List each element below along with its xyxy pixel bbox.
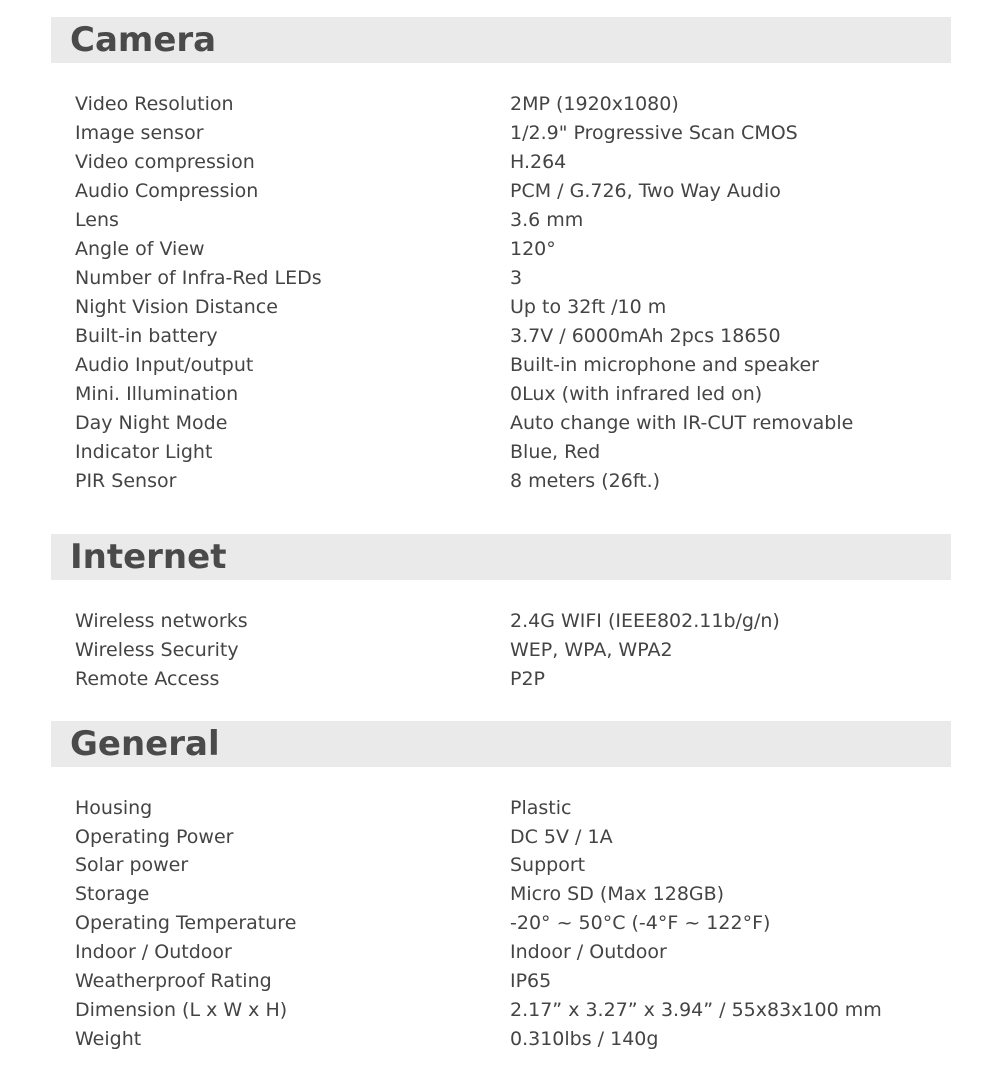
- spec-label: Dimension (L x W x H): [75, 999, 288, 1021]
- spec-value: Up to 32ft /10 m: [510, 296, 667, 318]
- spec-value: P2P: [510, 668, 546, 690]
- spec-label: Storage: [75, 883, 150, 905]
- spec-label: Audio Compression: [75, 180, 259, 202]
- spec-row: [0, 438, 1000, 467]
- section-header-general: [51, 721, 951, 767]
- spec-row: [0, 996, 1000, 1025]
- spec-label: Housing: [75, 797, 153, 819]
- spec-value: DC 5V / 1A: [510, 826, 613, 848]
- spec-row: [0, 938, 1000, 967]
- spec-row: [0, 823, 1000, 852]
- spec-row: [0, 119, 1000, 148]
- spec-value: H.264: [510, 151, 567, 173]
- section-header-internet: [51, 534, 951, 580]
- spec-row: [0, 636, 1000, 665]
- spec-value: Indoor / Outdoor: [510, 941, 667, 963]
- spec-row: [0, 665, 1000, 694]
- spec-value: 0Lux (with infrared led on): [510, 383, 763, 405]
- spec-label: Image sensor: [75, 122, 204, 144]
- spec-label: PIR Sensor: [75, 470, 177, 492]
- spec-label: Mini. Illumination: [75, 383, 239, 405]
- spec-value: IP65: [510, 970, 552, 992]
- spec-label: Video compression: [75, 151, 255, 173]
- spec-value: Plastic: [510, 797, 572, 819]
- spec-value: 2MP (1920x1080): [510, 93, 679, 115]
- spec-row: [0, 264, 1000, 293]
- spec-row: [0, 293, 1000, 322]
- spec-label: Indicator Light: [75, 441, 213, 463]
- spec-row: [0, 409, 1000, 438]
- section-title: Camera: [70, 20, 217, 60]
- section-title: General: [70, 724, 220, 764]
- spec-row: [0, 380, 1000, 409]
- spec-label: Weatherproof Rating: [75, 970, 272, 992]
- spec-value: 3: [510, 267, 523, 289]
- spec-value: -20° ~ 50°C (-4°F ~ 122°F): [510, 912, 771, 934]
- spec-label: Lens: [75, 209, 119, 231]
- spec-label: Day Night Mode: [75, 412, 228, 434]
- spec-value: PCM / G.726, Two Way Audio: [510, 180, 781, 202]
- spec-value: Built-in microphone and speaker: [510, 354, 819, 376]
- spec-row: [0, 351, 1000, 380]
- spec-value: 2.4G WIFI (IEEE802.11b/g/n): [510, 610, 780, 632]
- spec-row: [0, 851, 1000, 880]
- spec-label: Weight: [75, 1028, 142, 1050]
- spec-value: 8 meters (26ft.): [510, 470, 661, 492]
- spec-value: 0.310lbs / 140g: [510, 1028, 659, 1050]
- spec-row: [0, 90, 1000, 119]
- spec-row: [0, 177, 1000, 206]
- spec-value: 3.7V / 6000mAh 2pcs 18650: [510, 325, 781, 347]
- spec-value: Micro SD (Max 128GB): [510, 883, 725, 905]
- section-title: Internet: [70, 537, 227, 577]
- spec-row: [0, 322, 1000, 351]
- spec-label: Indoor / Outdoor: [75, 941, 232, 963]
- spec-label: Solar power: [75, 854, 189, 876]
- spec-value: WEP, WPA, WPA2: [510, 639, 673, 661]
- spec-label: Operating Temperature: [75, 912, 297, 934]
- spec-label: Number of Infra-Red LEDs: [75, 267, 322, 289]
- spec-value: 1/2.9" Progressive Scan CMOS: [510, 122, 798, 144]
- spec-row: [0, 467, 1000, 496]
- spec-label: Night Vision Distance: [75, 296, 278, 318]
- spec-label: Audio Input/output: [75, 354, 254, 376]
- spec-value: 2.17” x 3.27” x 3.94” / 55x83x100 mm: [510, 999, 882, 1021]
- spec-row: [0, 880, 1000, 909]
- spec-label: Operating Power: [75, 826, 234, 848]
- spec-label: Angle of View: [75, 238, 205, 260]
- spec-value: Blue, Red: [510, 441, 601, 463]
- spec-label: Wireless networks: [75, 610, 248, 632]
- spec-row: [0, 1025, 1000, 1054]
- spec-label: Built-in battery: [75, 325, 218, 347]
- spec-label: Wireless Security: [75, 639, 239, 661]
- spec-row: [0, 967, 1000, 996]
- spec-row: [0, 909, 1000, 938]
- spec-row: [0, 148, 1000, 177]
- spec-value: 120°: [510, 238, 556, 260]
- spec-value: Support: [510, 854, 586, 876]
- spec-value: 3.6 mm: [510, 209, 584, 231]
- spec-label: Video Resolution: [75, 93, 234, 115]
- spec-row: [0, 794, 1000, 823]
- spec-label: Remote Access: [75, 668, 220, 690]
- spec-value: Auto change with IR-CUT removable: [510, 412, 854, 434]
- spec-row: [0, 235, 1000, 264]
- spec-row: [0, 206, 1000, 235]
- section-header-camera: [51, 17, 951, 63]
- spec-row: [0, 607, 1000, 636]
